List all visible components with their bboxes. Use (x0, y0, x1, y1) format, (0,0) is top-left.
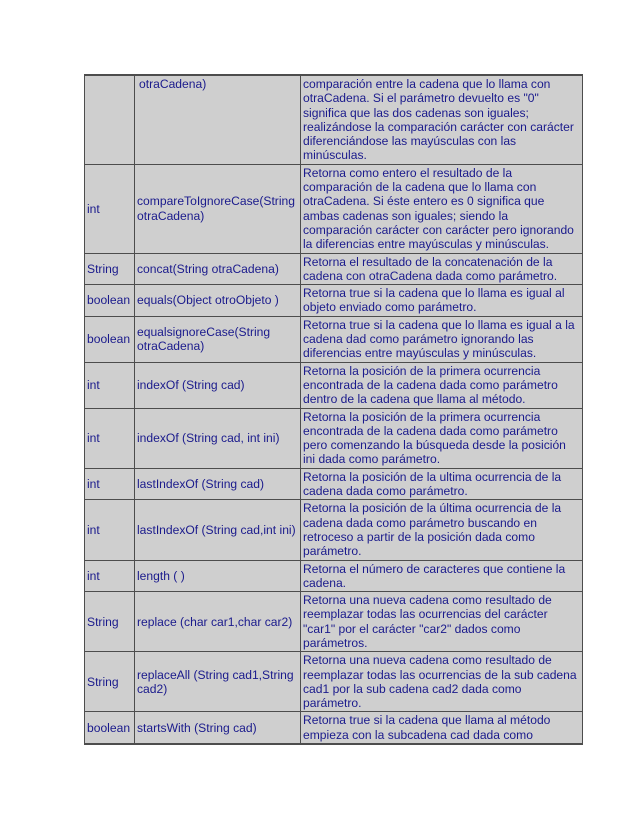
method-signature-cell: indexOf (String cad) (135, 362, 301, 408)
method-description-cell: Retorna la posición de la última ocurrencia de la cadena dada como parámetro buscando en retroceso a partir de la posición dada como parámetro. (301, 500, 583, 560)
method-description-cell: Retorna la posición de la ultima ocurrencia de la cadena dada como parámetro. (301, 468, 583, 500)
method-signature-cell: replace (char car1,char car2) (135, 592, 301, 652)
method-description-cell: Retorna la posición de la primera ocurrencia encontrada de la cadena dada como parámetro pero comenzando la búsqueda desde la posición ini dada como parámetro. (301, 408, 583, 468)
method-signature-cell: lastIndexOf (String cad,int ini) (135, 500, 301, 560)
return-type-cell: boolean (85, 285, 135, 317)
method-description-cell: Retorna el número de caracteres que contiene la cadena. (301, 560, 583, 592)
table-row (85, 285, 583, 317)
method-signature-cell: compareToIgnoreCase(String otraCadena) (135, 164, 301, 253)
table-row (85, 253, 583, 285)
method-description-cell: comparación entre la cadena que lo llama con otraCadena. Si el parámetro devuelto es "0" significa que las dos cadenas son iguales; realizándose la comparación carácter con carácter diferenciándose las mayúsculas con las minúsculas. (301, 75, 583, 164)
method-signature-cell: concat(String otraCadena) (135, 253, 301, 285)
return-type-cell: String (85, 652, 135, 712)
return-type-cell (85, 75, 135, 164)
method-description-cell: Retorna el resultado de la concatenación de la cadena con otraCadena dada como parámetro. (301, 253, 583, 285)
method-description-cell: Retorna la posición de la primera ocurrencia encontrada de la cadena dada como parámetro dentro de la cadena que llama al método. (301, 362, 583, 408)
string-methods-table (84, 74, 583, 745)
return-type-cell: boolean (85, 316, 135, 362)
table-row (85, 560, 583, 592)
return-type-cell: int (85, 560, 135, 592)
method-description-cell: Retorna como entero el resultado de la comparación de la cadena que lo llama con otraCadena. Si éste entero es 0 significa que ambas cadenas son iguales; siendo la comparación carácter con carácter pero ignorando la diferencias entre mayúsculas y minúsculas. (301, 164, 583, 253)
method-signature-cell: equals(Object otroObjeto ) (135, 285, 301, 317)
table-row (85, 164, 583, 253)
return-type-cell: int (85, 362, 135, 408)
method-signature-cell: length ( ) (135, 560, 301, 592)
table-row (85, 712, 583, 744)
return-type-cell: int (85, 164, 135, 253)
return-type-cell: int (85, 408, 135, 468)
return-type-cell: String (85, 592, 135, 652)
table-row (85, 468, 583, 500)
table-row (85, 75, 583, 164)
table-row (85, 500, 583, 560)
method-signature-cell: indexOf (String cad, int ini) (135, 408, 301, 468)
method-description-cell: Retorna true si la cadena que llama al método empieza con la subcadena cad dada como (301, 712, 583, 744)
return-type-cell: int (85, 500, 135, 560)
method-description-cell: Retorna una nueva cadena como resultado de reemplazar todas las ocurrencias del carácter "car1" por el carácter "car2" dados como parámetros. (301, 592, 583, 652)
string-methods-table-container (84, 74, 582, 745)
method-signature-cell: replaceAll (String cad1,String cad2) (135, 652, 301, 712)
return-type-cell: int (85, 468, 135, 500)
method-description-cell: Retorna true si la cadena que lo llama es igual a la cadena dad como parámetro ignorando las diferencias entre mayúsculas y minúsculas. (301, 316, 583, 362)
method-signature-cell: otraCadena) (135, 75, 301, 164)
table-row (85, 316, 583, 362)
method-signature-cell: equalsignoreCase(String otraCadena) (135, 316, 301, 362)
table-row (85, 408, 583, 468)
table-row (85, 592, 583, 652)
return-type-cell: boolean (85, 712, 135, 744)
return-type-cell: String (85, 253, 135, 285)
method-description-cell: Retorna una nueva cadena como resultado de reemplazar todas las ocurrencias de la sub cadena cad1 por la sub cadena cad2 dada como parámetro. (301, 652, 583, 712)
table-row (85, 652, 583, 712)
method-signature-cell: lastIndexOf (String cad) (135, 468, 301, 500)
method-signature-cell: startsWith (String cad) (135, 712, 301, 744)
table-row (85, 362, 583, 408)
method-description-cell: Retorna true si la cadena que lo llama es igual al objeto enviado como parámetro. (301, 285, 583, 317)
